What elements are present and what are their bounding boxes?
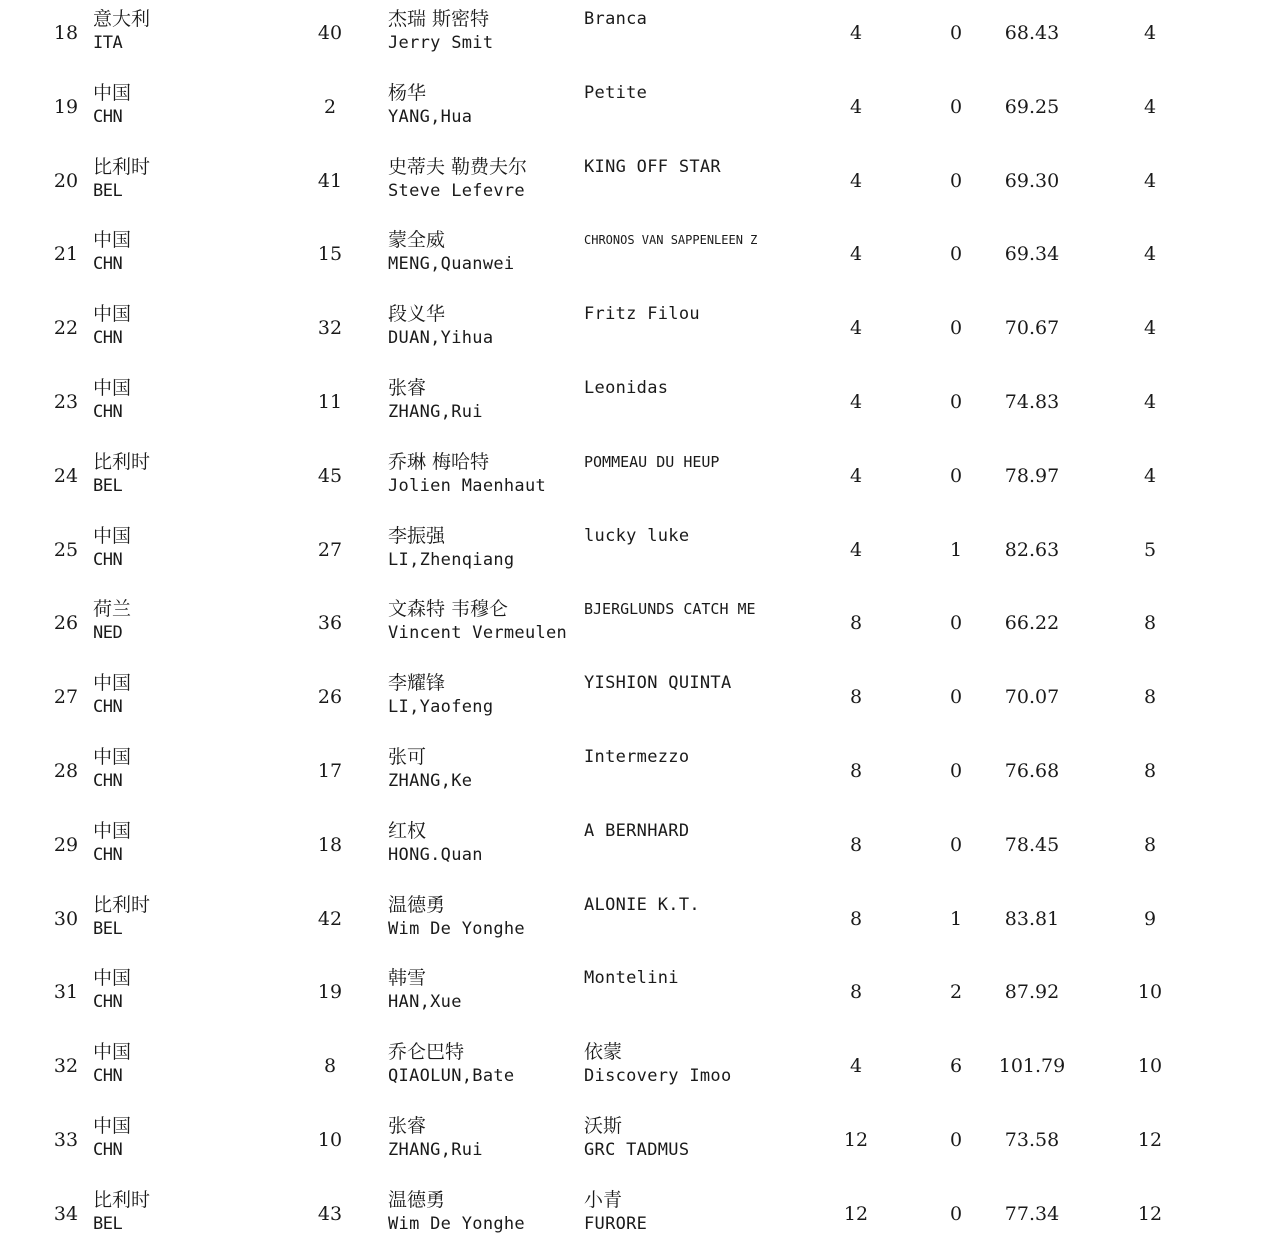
bib-number: 45 — [317, 464, 343, 487]
rider — [388, 450, 546, 498]
horse — [584, 966, 679, 990]
horse-name-en: Discovery Imoo — [584, 1066, 732, 1087]
bib-number: 18 — [317, 833, 343, 856]
nation — [93, 376, 131, 424]
faults-round-1: 4 — [849, 390, 863, 413]
horse — [584, 302, 700, 326]
result-row — [0, 71, 1277, 145]
nation-name: 中国 — [93, 672, 132, 695]
result-row — [0, 587, 1277, 661]
nation — [93, 745, 131, 793]
result-row — [0, 1178, 1277, 1252]
faults-round-2: 0 — [949, 169, 963, 192]
rider — [388, 228, 514, 276]
nation-name: 中国 — [93, 524, 132, 547]
time: 78.45 — [1004, 833, 1060, 856]
faults-round-2: 2 — [949, 981, 963, 1004]
rank: 23 — [53, 390, 79, 413]
nation-code: CHN — [93, 992, 123, 1013]
faults-round-2: 0 — [949, 95, 963, 118]
time: 87.92 — [1004, 981, 1060, 1004]
total-faults: 4 — [1143, 317, 1157, 340]
total-faults: 8 — [1143, 833, 1157, 856]
rider — [388, 966, 462, 1014]
horse — [584, 450, 719, 474]
result-row — [0, 809, 1277, 883]
rider — [388, 597, 567, 645]
bib-number: 40 — [317, 22, 343, 44]
nation-code: CHN — [93, 697, 123, 718]
bib-number: 36 — [317, 612, 343, 635]
rider-name-en: Vincent Vermeulen — [388, 623, 568, 644]
faults-round-2: 0 — [949, 464, 963, 487]
rider — [388, 745, 472, 793]
faults-round-2: 0 — [949, 1202, 963, 1225]
faults-round-2: 0 — [949, 612, 963, 635]
faults-round-1: 12 — [843, 1128, 869, 1151]
nation-name: 中国 — [93, 376, 132, 399]
result-row — [0, 145, 1277, 219]
result-row — [0, 883, 1277, 957]
nation — [93, 155, 150, 203]
bib-number: 43 — [317, 1202, 343, 1225]
rider-name-en: DUAN,Yihua — [388, 328, 494, 349]
rank: 26 — [53, 612, 79, 635]
faults-round-1: 4 — [849, 317, 863, 340]
faults-round-1: 8 — [849, 759, 863, 782]
horse-name-en: POMMEAU DU HEUP — [584, 452, 720, 471]
horse — [584, 376, 668, 400]
total-faults: 8 — [1143, 686, 1157, 709]
horse-name-en: Intermezzo — [584, 746, 690, 767]
nation-code: BEL — [93, 918, 123, 939]
faults-round-1: 12 — [843, 1202, 869, 1225]
bib-number: 19 — [317, 981, 343, 1004]
nation-name: 中国 — [93, 819, 132, 842]
horse — [584, 155, 721, 179]
total-faults: 4 — [1143, 95, 1157, 118]
horse-name-zh: 依蒙 — [584, 1041, 623, 1064]
nation-name: 中国 — [93, 303, 132, 326]
rider-name-en: Wim De Yonghe — [388, 918, 525, 939]
total-faults: 9 — [1143, 907, 1157, 930]
nation-name: 比利时 — [93, 450, 151, 473]
time: 70.07 — [1004, 686, 1060, 709]
rider-name-zh: 温德勇 — [388, 893, 446, 916]
rank: 22 — [53, 317, 79, 340]
time: 83.81 — [1004, 907, 1060, 930]
rider-name-zh: 温德勇 — [388, 1188, 446, 1211]
horse-name-en: Petite — [584, 82, 648, 103]
bib-number: 10 — [317, 1128, 343, 1151]
total-faults: 4 — [1143, 22, 1157, 44]
bib-number: 8 — [323, 1055, 337, 1078]
bib-number: 41 — [317, 169, 343, 192]
rank: 31 — [53, 981, 79, 1004]
faults-round-1: 4 — [849, 169, 863, 192]
rider-name-zh: 张睿 — [388, 376, 427, 399]
result-row — [0, 735, 1277, 809]
total-faults: 4 — [1143, 390, 1157, 413]
nation-code: CHN — [93, 254, 123, 275]
rank: 20 — [53, 169, 79, 192]
nation-name: 比利时 — [93, 155, 151, 178]
horse-name-en: KING OFF STAR — [584, 156, 721, 177]
rider-name-zh: 蒙全威 — [388, 229, 446, 252]
rider — [388, 1188, 525, 1236]
rider-name-zh: 史蒂夫 勒费夫尔 — [388, 155, 528, 178]
result-row — [0, 218, 1277, 292]
time: 77.34 — [1004, 1202, 1060, 1225]
result-row — [0, 661, 1277, 735]
rider-name-en: Wim De Yonghe — [388, 1213, 525, 1234]
horse-name-en: YISHION QUINTA — [584, 673, 732, 694]
rider — [388, 819, 483, 867]
rider-name-zh: 段义华 — [388, 303, 446, 326]
nation — [93, 893, 150, 941]
nation-name: 荷兰 — [93, 598, 132, 621]
horse-name-en: FURORE — [584, 1213, 648, 1234]
rank: 21 — [53, 243, 79, 266]
rider — [388, 1040, 514, 1088]
rank: 25 — [53, 538, 79, 561]
faults-round-1: 8 — [849, 833, 863, 856]
bib-number: 32 — [317, 317, 343, 340]
total-faults: 5 — [1143, 538, 1157, 561]
horse-name-en: BJERGLUNDS CATCH ME — [584, 600, 756, 619]
horse — [584, 81, 647, 105]
faults-round-2: 0 — [949, 243, 963, 266]
time: 70.67 — [1004, 317, 1060, 340]
horse-name-en: Leonidas — [584, 377, 669, 398]
bib-number: 17 — [317, 759, 343, 782]
rider — [388, 1114, 483, 1162]
rider-name-zh: 李振强 — [388, 524, 446, 547]
rider-name-en: LI,Zhenqiang — [388, 549, 515, 570]
nation — [93, 671, 131, 719]
rider-name-zh: 张可 — [388, 745, 427, 768]
nation-code: CHN — [93, 106, 123, 127]
rank: 34 — [53, 1202, 79, 1225]
rider — [388, 302, 493, 350]
result-row — [0, 440, 1277, 514]
horse-name-en: lucky luke — [584, 525, 690, 546]
nation — [93, 7, 150, 55]
total-faults: 8 — [1143, 612, 1157, 635]
horse-name-en: Fritz Filou — [584, 304, 700, 325]
bib-number: 27 — [317, 538, 343, 561]
faults-round-1: 4 — [849, 95, 863, 118]
nation-name: 中国 — [93, 81, 132, 104]
time: 82.63 — [1004, 538, 1060, 561]
rider-name-en: Jolien Maenhaut — [388, 475, 547, 496]
nation-name: 比利时 — [93, 1188, 151, 1211]
nation-name: 中国 — [93, 967, 132, 990]
faults-round-2: 0 — [949, 759, 963, 782]
nation-code: CHN — [93, 844, 123, 865]
result-row — [0, 956, 1277, 1030]
rider-name-zh: 乔琳 梅哈特 — [388, 450, 490, 473]
faults-round-1: 8 — [849, 907, 863, 930]
result-row — [0, 0, 1277, 71]
nation — [93, 302, 131, 350]
faults-round-2: 0 — [949, 1128, 963, 1151]
nation — [93, 450, 150, 498]
horse-name-zh: 小青 — [584, 1188, 623, 1211]
rider-name-en: QIAOLUN,Bate — [388, 1066, 515, 1087]
rider-name-en: ZHANG,Rui — [388, 401, 483, 422]
nation-code: CHN — [93, 401, 123, 422]
bib-number: 15 — [317, 243, 343, 266]
total-faults: 12 — [1137, 1202, 1163, 1225]
rank: 19 — [53, 95, 79, 118]
horse-name-en: CHRONOS VAN SAPPENLEEN Z — [584, 233, 758, 248]
rider-name-zh: 韩雪 — [388, 967, 427, 990]
time: 69.30 — [1004, 169, 1060, 192]
rider-name-en: Jerry Smit — [388, 33, 494, 53]
nation — [93, 524, 131, 572]
faults-round-1: 8 — [849, 612, 863, 635]
horse-name-zh: 沃斯 — [584, 1114, 623, 1137]
rider-name-en: ZHANG,Rui — [388, 1139, 483, 1160]
horse — [584, 1114, 689, 1162]
faults-round-2: 0 — [949, 390, 963, 413]
rank: 24 — [53, 464, 79, 487]
rider-name-en: LI,Yaofeng — [388, 697, 494, 718]
horse — [584, 1040, 732, 1088]
time: 73.58 — [1004, 1128, 1060, 1151]
faults-round-1: 4 — [849, 1055, 863, 1078]
nation-name: 比利时 — [93, 893, 151, 916]
faults-round-1: 8 — [849, 686, 863, 709]
faults-round-1: 4 — [849, 538, 863, 561]
faults-round-2: 0 — [949, 686, 963, 709]
faults-round-1: 4 — [849, 22, 863, 44]
result-row — [0, 1104, 1277, 1178]
nation-name: 中国 — [93, 1041, 132, 1064]
faults-round-2: 1 — [949, 538, 963, 561]
bib-number: 11 — [317, 390, 343, 413]
horse-name-en: Montelini — [584, 968, 679, 989]
rider-name-zh: 李耀锋 — [388, 672, 446, 695]
horse-name-en: GRC TADMUS — [584, 1139, 690, 1160]
bib-number: 26 — [317, 686, 343, 709]
total-faults: 4 — [1143, 169, 1157, 192]
rank: 32 — [53, 1055, 79, 1078]
time: 66.22 — [1004, 612, 1060, 635]
horse — [584, 524, 689, 548]
rider — [388, 671, 493, 719]
rider-name-zh: 张睿 — [388, 1114, 427, 1137]
rank: 29 — [53, 833, 79, 856]
nation-code: ITA — [93, 33, 123, 53]
nation-name: 中国 — [93, 1114, 132, 1137]
nation — [93, 81, 131, 129]
result-row — [0, 292, 1277, 366]
rider-name-en: Steve Lefevre — [388, 180, 525, 201]
total-faults: 8 — [1143, 759, 1157, 782]
result-row — [0, 514, 1277, 588]
rider-name-zh: 杰瑞 斯密特 — [388, 8, 490, 30]
time: 101.79 — [998, 1055, 1066, 1078]
rank: 18 — [53, 22, 79, 44]
horse-name-en: A BERNHARD — [584, 820, 690, 841]
faults-round-2: 6 — [949, 1055, 963, 1078]
rider-name-en: ZHANG,Ke — [388, 770, 473, 791]
total-faults: 10 — [1137, 1055, 1163, 1078]
rank: 28 — [53, 759, 79, 782]
faults-round-2: 1 — [949, 907, 963, 930]
bib-number: 42 — [317, 907, 343, 930]
faults-round-1: 4 — [849, 243, 863, 266]
faults-round-1: 4 — [849, 464, 863, 487]
nation-code: NED — [93, 623, 123, 644]
total-faults: 12 — [1137, 1128, 1163, 1151]
rider — [388, 376, 483, 424]
horse — [584, 228, 757, 252]
faults-round-2: 0 — [949, 22, 963, 44]
horse — [584, 597, 756, 621]
rider — [388, 893, 525, 941]
nation-code: CHN — [93, 1066, 123, 1087]
result-row — [0, 366, 1277, 440]
nation-code: BEL — [93, 1213, 123, 1234]
rank: 27 — [53, 686, 79, 709]
time: 68.43 — [1004, 22, 1060, 44]
nation — [93, 966, 131, 1014]
horse — [584, 7, 647, 31]
rider-name-zh: 乔仑巴特 — [388, 1041, 465, 1064]
rider-name-zh: 杨华 — [388, 81, 427, 104]
nation — [93, 1040, 131, 1088]
rider-name-en: HAN,Xue — [388, 992, 462, 1013]
rider — [388, 524, 514, 572]
nation-code: BEL — [93, 180, 123, 201]
nation — [93, 1114, 131, 1162]
nation — [93, 1188, 150, 1236]
faults-round-1: 8 — [849, 981, 863, 1004]
horse — [584, 819, 689, 843]
rider — [388, 81, 472, 129]
rider-name-en: HONG.Quan — [388, 844, 483, 865]
time: 74.83 — [1004, 390, 1060, 413]
horse — [584, 745, 689, 769]
rank: 30 — [53, 907, 79, 930]
nation — [93, 228, 131, 276]
time: 76.68 — [1004, 759, 1060, 782]
rank: 33 — [53, 1128, 79, 1151]
rider — [388, 155, 527, 203]
faults-round-2: 0 — [949, 833, 963, 856]
nation-name: 中国 — [93, 745, 132, 768]
nation-code: CHN — [93, 549, 123, 570]
nation-code: CHN — [93, 328, 123, 349]
rider-name-zh: 文森特 韦穆仑 — [388, 598, 509, 621]
nation-name: 中国 — [93, 229, 132, 252]
nation-name: 意大利 — [93, 8, 151, 30]
horse-name-en: ALONIE K.T. — [584, 894, 700, 915]
nation-code: CHN — [93, 1139, 123, 1160]
total-faults: 4 — [1143, 464, 1157, 487]
time: 69.25 — [1004, 95, 1060, 118]
rider-name-zh: 红权 — [388, 819, 427, 842]
nation-code: CHN — [93, 770, 123, 791]
horse — [584, 671, 732, 695]
horse — [584, 893, 700, 917]
time: 69.34 — [1004, 243, 1060, 266]
horse-name-en: Branca — [584, 9, 648, 29]
result-row — [0, 1030, 1277, 1104]
bib-number: 2 — [323, 95, 337, 118]
rider — [388, 7, 493, 55]
total-faults: 4 — [1143, 243, 1157, 266]
nation — [93, 819, 131, 867]
rider-name-en: YANG,Hua — [388, 106, 473, 127]
horse — [584, 1188, 647, 1236]
nation-code: BEL — [93, 475, 123, 496]
total-faults: 10 — [1137, 981, 1163, 1004]
faults-round-2: 0 — [949, 317, 963, 340]
nation — [93, 597, 131, 645]
time: 78.97 — [1004, 464, 1060, 487]
rider-name-en: MENG,Quanwei — [388, 254, 515, 275]
